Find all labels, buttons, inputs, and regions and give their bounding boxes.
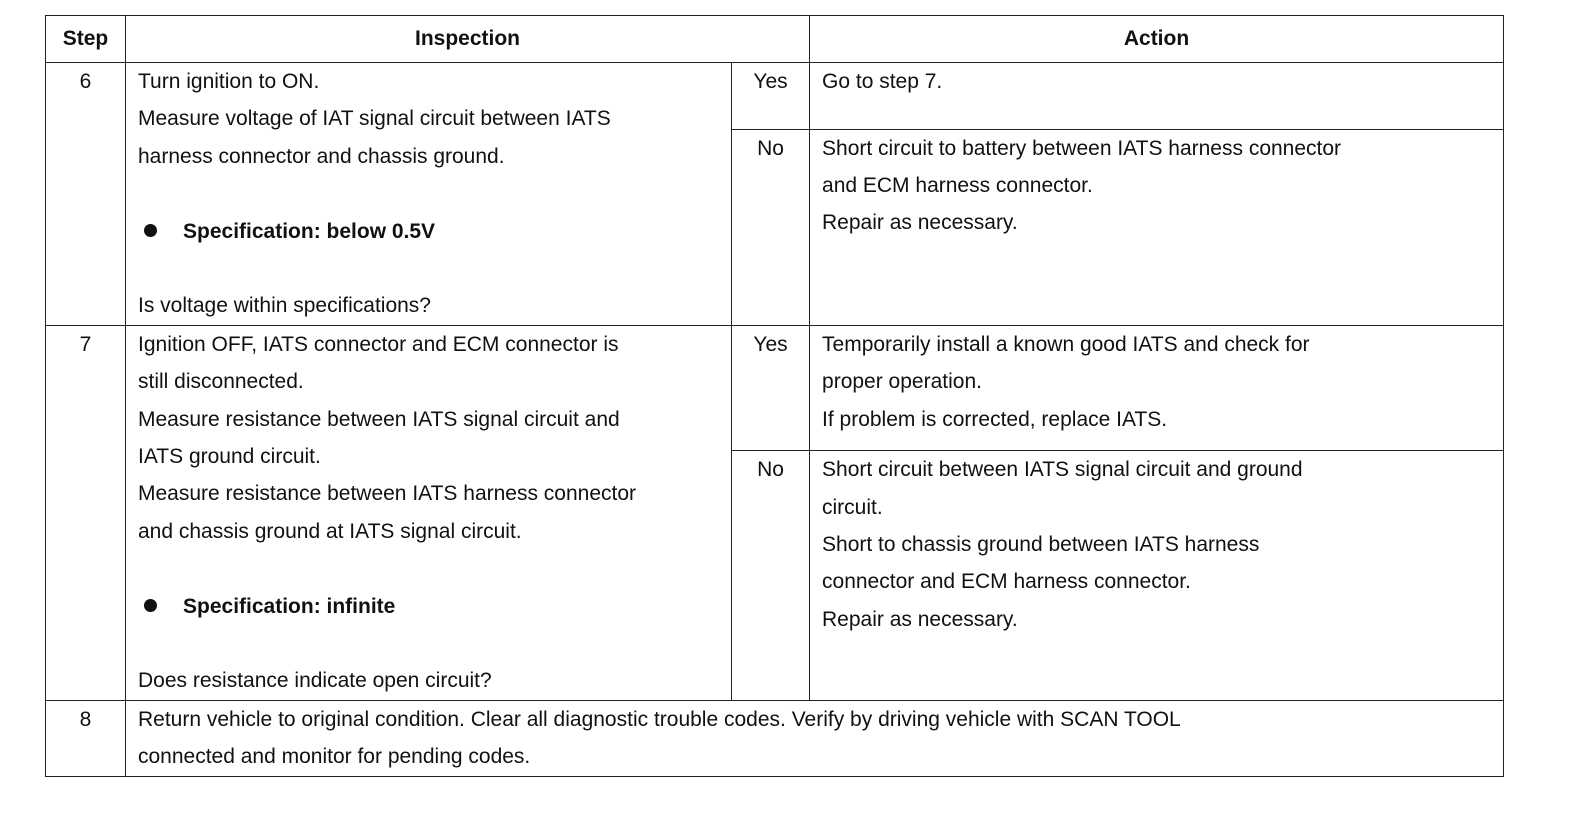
action-yes-cell [810,325,1504,450]
specification-text: Specification: below 0.5V [183,219,436,243]
action-line: Temporarily install a known good IATS and check for [822,332,1310,356]
step-number: 6 [46,63,126,326]
table-row [46,63,1504,130]
yes-label: Yes [732,63,810,130]
action-line: Repair as necessary. [822,607,1018,631]
diagnostic-table [45,15,1504,777]
inspection-line: Measure voltage of IAT signal circuit between IATS [138,107,611,131]
action-line: Short to chassis ground between IATS harness [822,533,1260,556]
action-no-cell [810,451,1504,701]
action-line: connector and ECM harness connector. [822,570,1191,594]
specification-text: Specification: infinite [183,594,396,618]
inspection-question: Does resistance indicate open circuit? [138,669,492,693]
action-line: If problem is corrected, replace IATS. [822,407,1168,431]
action-no-cell [810,129,1504,325]
action-line: circuit. [822,495,883,519]
no-label: No [732,451,810,701]
instruction-line: Return vehicle to original condition. Clear all diagnostic trouble codes. Verify by driving vehicle with SCAN TOOL [138,707,1181,731]
inspection-question: Is voltage within specifications? [138,294,431,318]
action-line: and ECM harness connector. [822,173,1093,197]
step-number: 7 [46,325,126,700]
action-yes-cell [810,63,1504,130]
inspection-cell [126,325,732,700]
inspection-line: IATS ground circuit. [138,445,321,469]
action-line: Short circuit between IATS signal circuit and ground [822,458,1303,482]
action-line: Go to step 7. [822,70,943,93]
header-row [46,16,1504,63]
table-row [46,700,1504,776]
no-label: No [732,129,810,325]
inspection-line: still disconnected. [138,370,304,394]
bullet-icon [144,224,157,237]
action-line: proper operation. [822,370,982,394]
inspection-line: Measure resistance between IATS harness connector [138,482,637,506]
inspection-line: Ignition OFF, IATS connector and ECM connector is [138,332,619,356]
inspection-line: and chassis ground at IATS signal circuit. [138,519,522,543]
full-width-cell [126,700,1504,776]
header-action: Action [810,16,1504,63]
yes-label: Yes [732,325,810,450]
step-number: 8 [46,700,126,776]
specification-item [138,588,721,625]
table-row [46,325,1504,450]
header-step: Step [46,16,126,63]
action-line: Short circuit to battery between IATS harness connector [822,136,1342,160]
bullet-icon [144,599,157,612]
inspection-line: Measure resistance between IATS signal circuit and [138,407,620,431]
header-inspection: Inspection [126,16,810,63]
instruction-line: connected and monitor for pending codes. [138,745,531,769]
inspection-line: harness connector and chassis ground. [138,144,505,168]
inspection-cell [126,63,732,326]
specification-item [138,213,721,250]
inspection-line: Turn ignition to ON. [138,70,320,93]
action-line: Repair as necessary. [822,211,1018,235]
